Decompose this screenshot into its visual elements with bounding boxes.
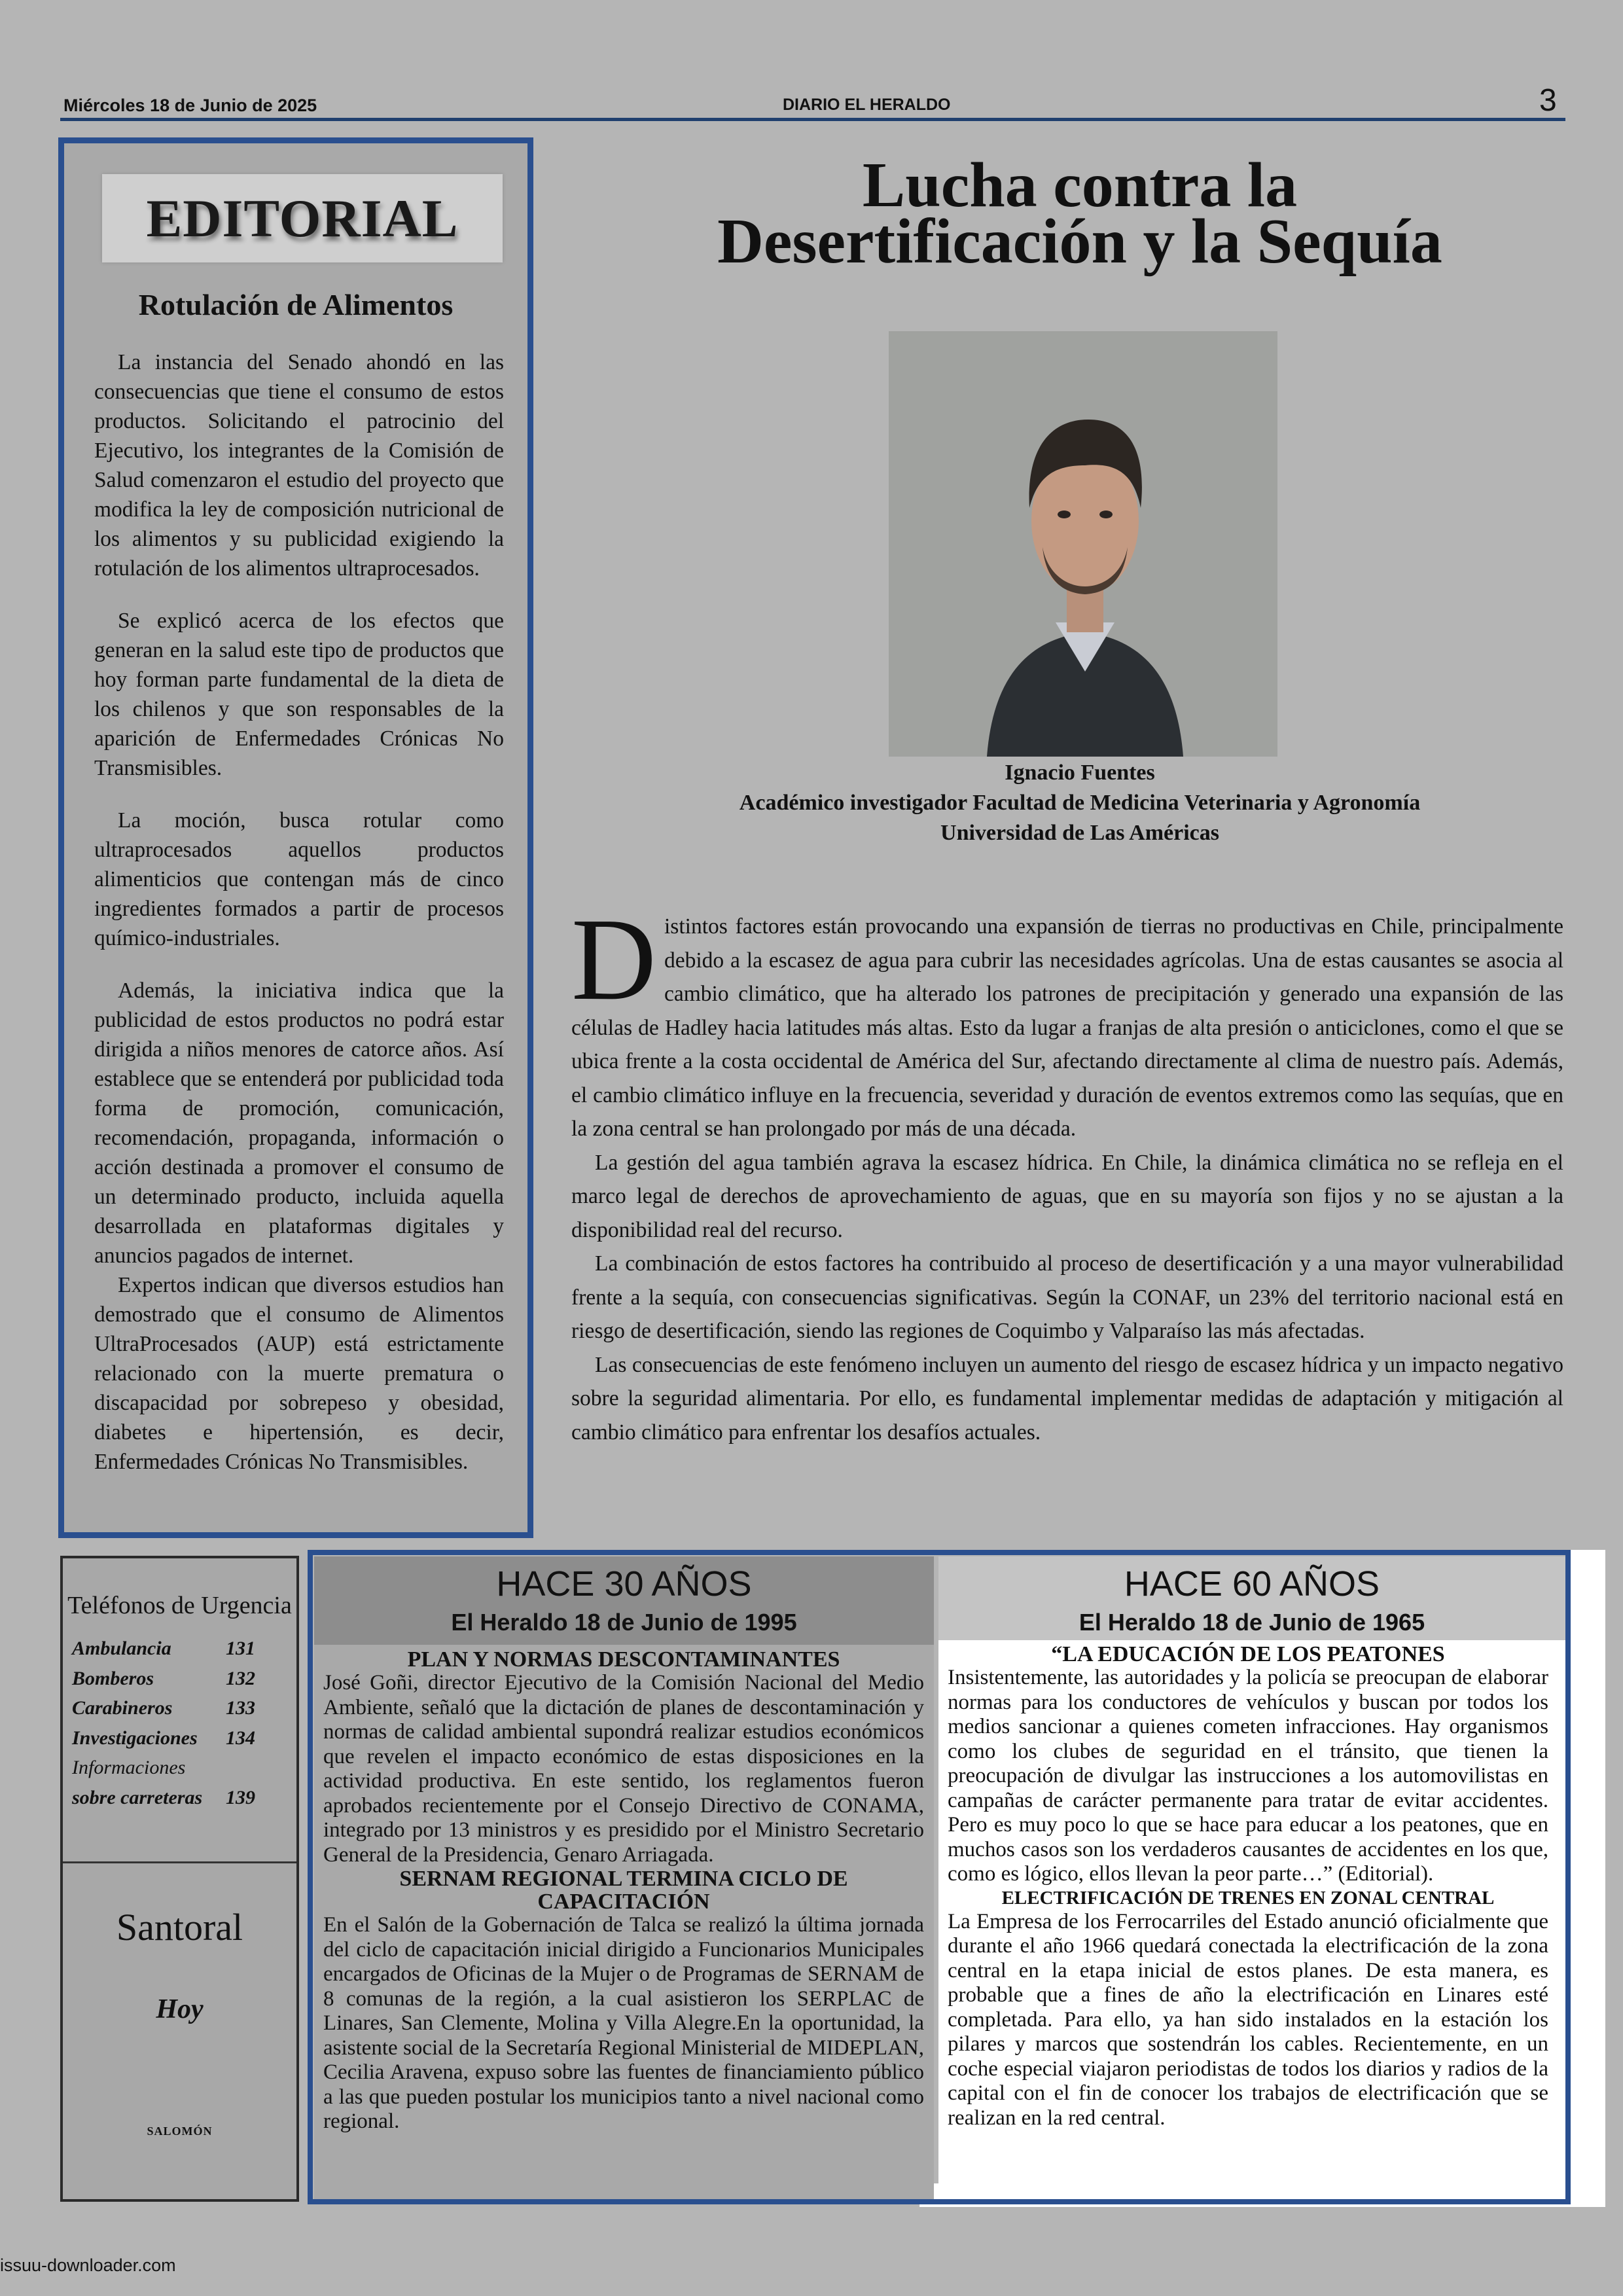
article-paragraph: Las consecuencias de este fenómeno incluyen un aumento del riesgo de escasez hídrica y un impacto negativo sobre la seguridad alimentaria. Por ello, es fundamental implementar medidas de adaptación y mitigación al cambio climático para enfrentar los desafíos actuales. [571, 1352, 1563, 1444]
article-body [571, 894, 1563, 1449]
newspaper-name: DIARIO EL HERALDO [783, 96, 951, 114]
page-number: 3 [1539, 83, 1557, 118]
section-divider [63, 1861, 296, 1863]
drop-cap: D [571, 894, 656, 1024]
phone-row [72, 1693, 255, 1723]
issue-date: Miércoles 18 de Junio de 2025 [63, 96, 317, 115]
article-title [654, 150, 1505, 277]
phone-number: 131 [226, 1638, 255, 1659]
author-photo [889, 331, 1277, 757]
phone-service: sobre carreteras [72, 1786, 203, 1808]
phone-row [72, 1634, 255, 1664]
article-paragraph: La gestión del agua también agrava la escasez hídrica. En Chile, la dinámica climática no se refleja en el marco legal de derechos de aprovechamiento de aguas, que en su mayoría son fijos y no se ajustan a la disponibilidad real del recurso. [571, 1150, 1563, 1242]
hace-60-subtitle: El Heraldo 18 de Junio de 1965 [1079, 1609, 1425, 1636]
article-paragraph: La combinación de estos factores ha contribuido al proceso de desertificación y a una mayor vulnerabilidad frente a la sequía, con consecuencias significativas. Según la CONAF, un 23% del territorio nacional está en riesgo de desertificación, siendo las regiones de Coquimbo y Valparaíso las más afectadas. [571, 1251, 1563, 1343]
article-title-line: Desertificación y la Sequía [717, 206, 1442, 277]
news-paragraph: La Empresa de los Ferrocarriles del Estado anunció oficialmente que durante el año 1966 quedará conectada la electrificación de la zona central en la etapa inicial de estos planes. De esta manera, es probable que a fines de año la electrificación en Linares esté completada. Para ello, ya han sido instalados en la estación los pilares y marcos que sostendrán los cables. Recientemente, en un coche especial viajaron periodistas de todos los diarios y radios de la capital con el fin de conocer los trabajos de electrificación que se realizan en la red central. [948, 1909, 1548, 2130]
news-paragraph: Insistentemente, las autoridades y la policía se preocupan de elaborar normas para los conductores de vehículos y buscan por todos los medios sancionar a quienes cometen infracciones. Hay organismos como los clubes de seguridad en el tránsito, que tienen la preocupación de divulgar las instrucciones a los automovilistas en campañas de carácter permanente para tratar de evitar accidentes. Pero es muy poco lo que se hace para educar a los peatones, que en muchos casos son los verdaderos causantes de accidentes en los que, como es lógico, ellos llevan la peor parte…” (Editorial). [948, 1666, 1548, 1886]
phone-number: 133 [226, 1697, 255, 1719]
editorial-title: Rotulación de Alimentos [138, 288, 454, 321]
editorial-paragraph: La moción, busca rotular como ultraprocesados aquellos productos alimenticios que contengan más de cinco ingredientes formados a partir de procesos químico-industriales. [94, 808, 504, 950]
hace-60-title: HACE 60 AÑOS [1124, 1564, 1380, 1604]
hace-30-subtitle: El Heraldo 18 de Junio de 1995 [451, 1609, 797, 1636]
portrait-illustration [889, 331, 1277, 757]
news-paragraph: En el Salón de la Gobernación de Talca se realizó la última jornada del ciclo de capacitación inicial dirigido a Funcionarios Municipales encargados de Oficinas de la Mujer o de Programas de SERNAM de 8 comunas de la región, a la cual asistieron los SERPLAC de Linares, San Clemente, Molina y Villa Alegre.En la oportunidad, la asistente social de la Secretaría Regional Ministerial de MIDEPLAN, Cecilia Aravena, expuso sobre las fuentes de financiamiento público a las que pueden postular los municipios tanto a nivel nacional como regional. [323, 1913, 924, 2133]
article-paragraph [571, 894, 1563, 1146]
santoral-title: Santoral [116, 1906, 243, 1948]
hace-30-title: HACE 30 AÑOS [496, 1564, 752, 1604]
header-rule [60, 118, 1565, 121]
hace-frame-border [308, 1550, 1571, 2204]
santoral-saint: SALOMÓN [147, 2125, 213, 2138]
phone-number: 134 [226, 1727, 255, 1749]
news-paragraph: José Goñi, director Ejecutivo de la Comisión Nacional del Medio Ambiente, señaló que la dictación de planes de descontaminación y normas de calidad ambiental supondrá realizar estudios económicos que revelen el impacto económico de estas disposiciones en la actividad productiva. En este sentido, los reglamentos fueron aprobados recientemente por el Consejo Directivo de CONAMA, integrado por 13 ministros y es presidido por el Ministro Secretario General de la Presidencia, Genaro Arriagada. [323, 1671, 924, 1867]
phone-service: Bomberos [72, 1667, 154, 1689]
phone-info-label: Informaciones [72, 1757, 186, 1778]
editorial-banner [102, 174, 503, 262]
phones-title: Teléfonos de Urgencia [67, 1592, 292, 1619]
watermark: issuu-downloader.com [0, 2255, 176, 2275]
caption-name: Ignacio Fuentes [1005, 761, 1155, 785]
news-headline: “LA EDUCACIÓN DE LOS PEATONES [1051, 1642, 1445, 1666]
caption-role: Académico investigador Facultad de Medicina Veterinaria y Agronomía [739, 791, 1421, 815]
editorial-banner-text: EDITORIAL [146, 188, 459, 248]
phone-service: Investigaciones [72, 1727, 198, 1749]
article-paragraph-text: istintos factores están provocando una expansión de tierras no productivas en Chile, principalmente debido a la escasez de agua para cubrir las necesidades agrícolas. Una de estas causantes se asocia al cambio climático, que ha alterado los patrones de precipitación y generado una expansión de las células de Hadley hacia latitudes más altas. Esto da lugar a franjas de alta presión o anticiclones, como el que se ubica frente a la costa occidental de América del Sur, afectando directamente al clima de nuestro país. Además, el cambio climático influye en la frecuencia, severidad y duración de eventos extremos como las sequías, que en la zona central se han prolongado por más de una década. [571, 914, 1563, 1141]
phone-number: 132 [226, 1667, 255, 1689]
editorial-column [58, 137, 533, 1538]
caption-organization: Universidad de Las Américas [940, 821, 1219, 845]
editorial-paragraph: La instancia del Senado ahondó en las consecuencias que tiene el consumo de estos productos. Solicitando el patrocinio del Ejecutivo, los integrantes de la Comisión de Salud comenzaron el estudio del proyecto que modifica la ley de composición nutricional de los alimentos y su publicidad exigiendo la rotulación de los alimentos ultraprocesados. [94, 350, 504, 581]
editorial-paragraph: Expertos indican que diversos estudios han demostrado que el consumo de Alimentos UltraProcesados (AUP) está estrictamente relacionado con la muerte prematura o discapacidad por sobrepeso y obesidad, diabetes e hipertensión, es decir, Enfermedades Crónicas No Transmisibles. [94, 1273, 504, 1474]
phone-row [72, 1783, 255, 1813]
editorial-body [94, 348, 504, 1477]
phones-santoral-box [60, 1556, 299, 2202]
article-title-line: Lucha contra la [862, 150, 1298, 221]
news-headline: SERNAM REGIONAL TERMINA CICLO DE CAPACITACIÓN [399, 1867, 848, 1914]
photo-caption [654, 758, 1505, 848]
editorial-paragraph: Se explicó acerca de los efectos que generan en la salud este tipo de productos que hoy forman parte fundamental de la dieta de los chilenos y que son responsables de la aparición de Enfermedades Crónicas No Transmisibles. [94, 609, 504, 780]
phone-number: 139 [226, 1786, 255, 1808]
phone-row [72, 1664, 255, 1694]
white-margin [1571, 1550, 1605, 2207]
phone-service: Ambulancia [72, 1638, 171, 1659]
phone-service: Carabineros [72, 1697, 173, 1719]
news-headline: ELECTRIFICACIÓN DE TRENES EN ZONAL CENTRAL [1001, 1887, 1495, 1909]
phone-row [72, 1723, 255, 1753]
news-headline: PLAN Y NORMAS DESCONTAMINANTES [407, 1647, 840, 1672]
santoral-today: Hoy [156, 1994, 204, 2024]
phones-list [72, 1634, 255, 1812]
editorial-paragraph: Además, la iniciativa indica que la publicidad de estos productos no podrá estar dirigida a niños menores de catorce años. Así establece que se entenderá por publicidad toda forma de promoción, comunicación, recomendación, propaganda, información o acción destinada a promover el consumo de un determinado producto, incluida aquella desarrollada en plataformas digitales y anuncios pagados de internet. [94, 978, 504, 1268]
